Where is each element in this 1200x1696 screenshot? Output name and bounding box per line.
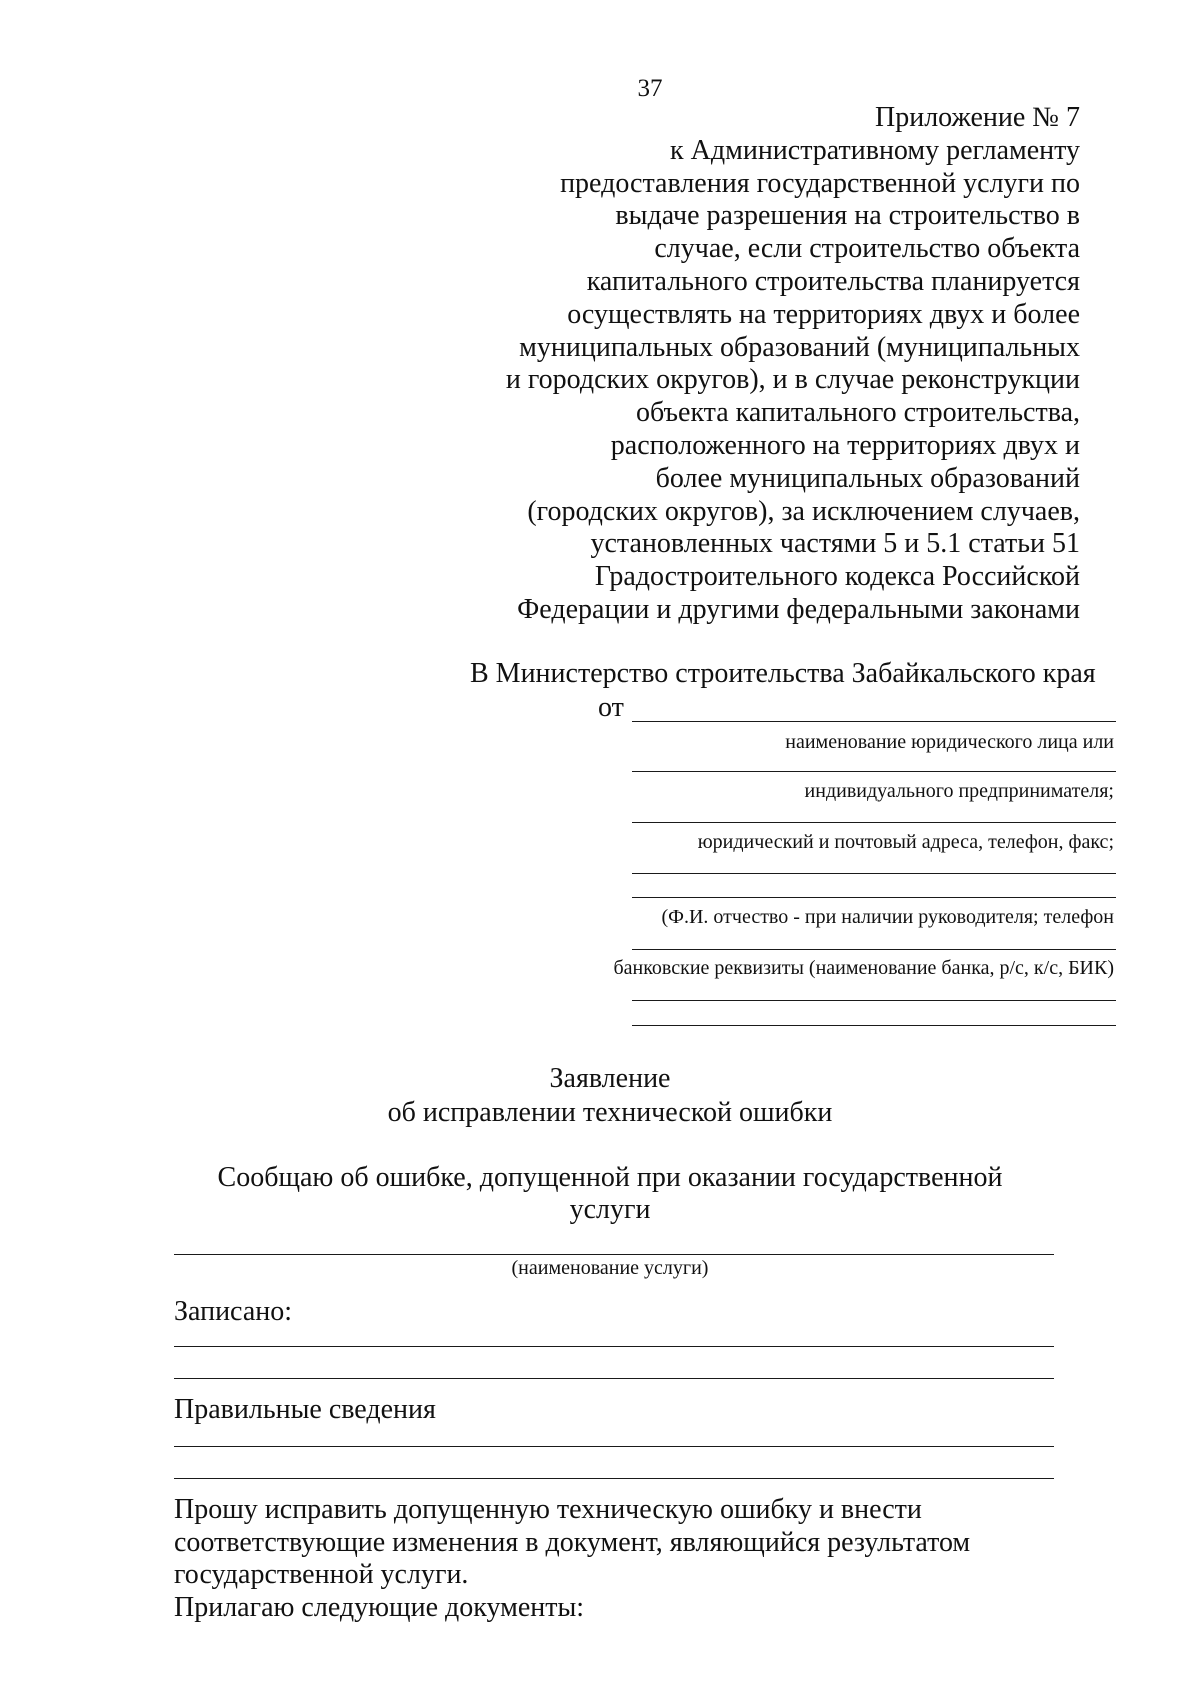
request-line: Прилагаю следующие документы: [174,1591,585,1623]
addressee-ministry: В Министерство строительства Забайкальского края [470,658,1096,689]
service-name-field[interactable] [174,1254,1054,1255]
recorded-field[interactable] [174,1346,1054,1347]
caption-head: (Ф.И. отчество - при наличии руководителя; телефон [661,906,1114,928]
applicant-bank-field[interactable] [632,1000,1116,1001]
caption-entrepreneur: индивидуального предпринимателя; [804,780,1114,802]
caption-addresses: юридический и почтовый адреса, телефон, факс; [697,831,1114,853]
appendix-line: к Административному регламенту [670,134,1080,166]
request-line: Прошу исправить допущенную техническую ошибку и внести [174,1494,922,1525]
appendix-line: Федерации и другими федеральными законами [517,593,1080,625]
from-label: от [598,692,624,723]
statement-title: Заявление [549,1063,671,1094]
appendix-line: случае, если строительство объекта [654,233,1080,265]
statement-subtitle: об исправлении технической ошибки [387,1097,833,1128]
applicant-entrepreneur-field[interactable] [632,771,1116,772]
error-message-line: Сообщаю об ошибке, допущенной при оказании государственной [217,1162,1003,1193]
recorded-field-2[interactable] [174,1378,1054,1379]
appendix-line: (городских округов), за исключением случаев, [527,495,1080,527]
appendix-line: Приложение № 7 [875,102,1080,133]
appendix-line: расположенного на территориях двух и [610,429,1080,461]
correct-info-label: Правильные сведения [174,1394,436,1425]
appendix-line: объекта капитального строительства, [635,397,1080,429]
caption-bank: банковские реквизиты (наименование банка, р/с, к/с, БИК) [613,957,1114,979]
correct-info-field[interactable] [174,1446,1054,1447]
appendix-line: предоставления государственной услуги по [560,167,1080,199]
request-line: соответствующие изменения в документ, являющийся результатом [174,1526,971,1558]
request-paragraph [174,1494,1074,1624]
caption-legal-entity: наименование юридического лица или [785,731,1114,753]
page-number: 37 [637,75,663,102]
appendix-line: выдаче разрешения на строительство в [615,200,1080,232]
appendix-line: капитального строительства планируется [586,265,1080,297]
appendix-line: установленных частями 5 и 5.1 статьи 51 [590,528,1080,560]
applicant-address-field[interactable] [632,822,1116,823]
from-row [598,692,1118,724]
recorded-label: Записано: [174,1296,293,1327]
applicant-head-field[interactable] [632,897,1116,898]
appendix-line: Градостроительного кодекса Российской [594,561,1080,593]
caption-service-name: (наименование услуги) [511,1257,709,1279]
error-message-line: услуги [569,1194,651,1225]
appendix-line: более муниципальных образований [655,462,1080,494]
error-message [200,1162,1020,1226]
appendix-line: и городских округов), и в случае реконструкции [505,364,1080,396]
request-line: государственной услуги. [174,1559,469,1590]
applicant-bank-field-2[interactable] [632,1025,1116,1026]
appendix-line: муниципальных образований (муниципальных [519,331,1080,363]
statement-title-block [320,1062,900,1130]
applicant-address-field-2[interactable] [632,873,1116,874]
correct-info-field-2[interactable] [174,1478,1054,1479]
applicant-name-field[interactable] [632,721,1116,722]
appendix-line: осуществлять на территориях двух и более [567,298,1080,330]
applicant-phone-field[interactable] [632,949,1116,950]
appendix-header [460,102,1080,627]
